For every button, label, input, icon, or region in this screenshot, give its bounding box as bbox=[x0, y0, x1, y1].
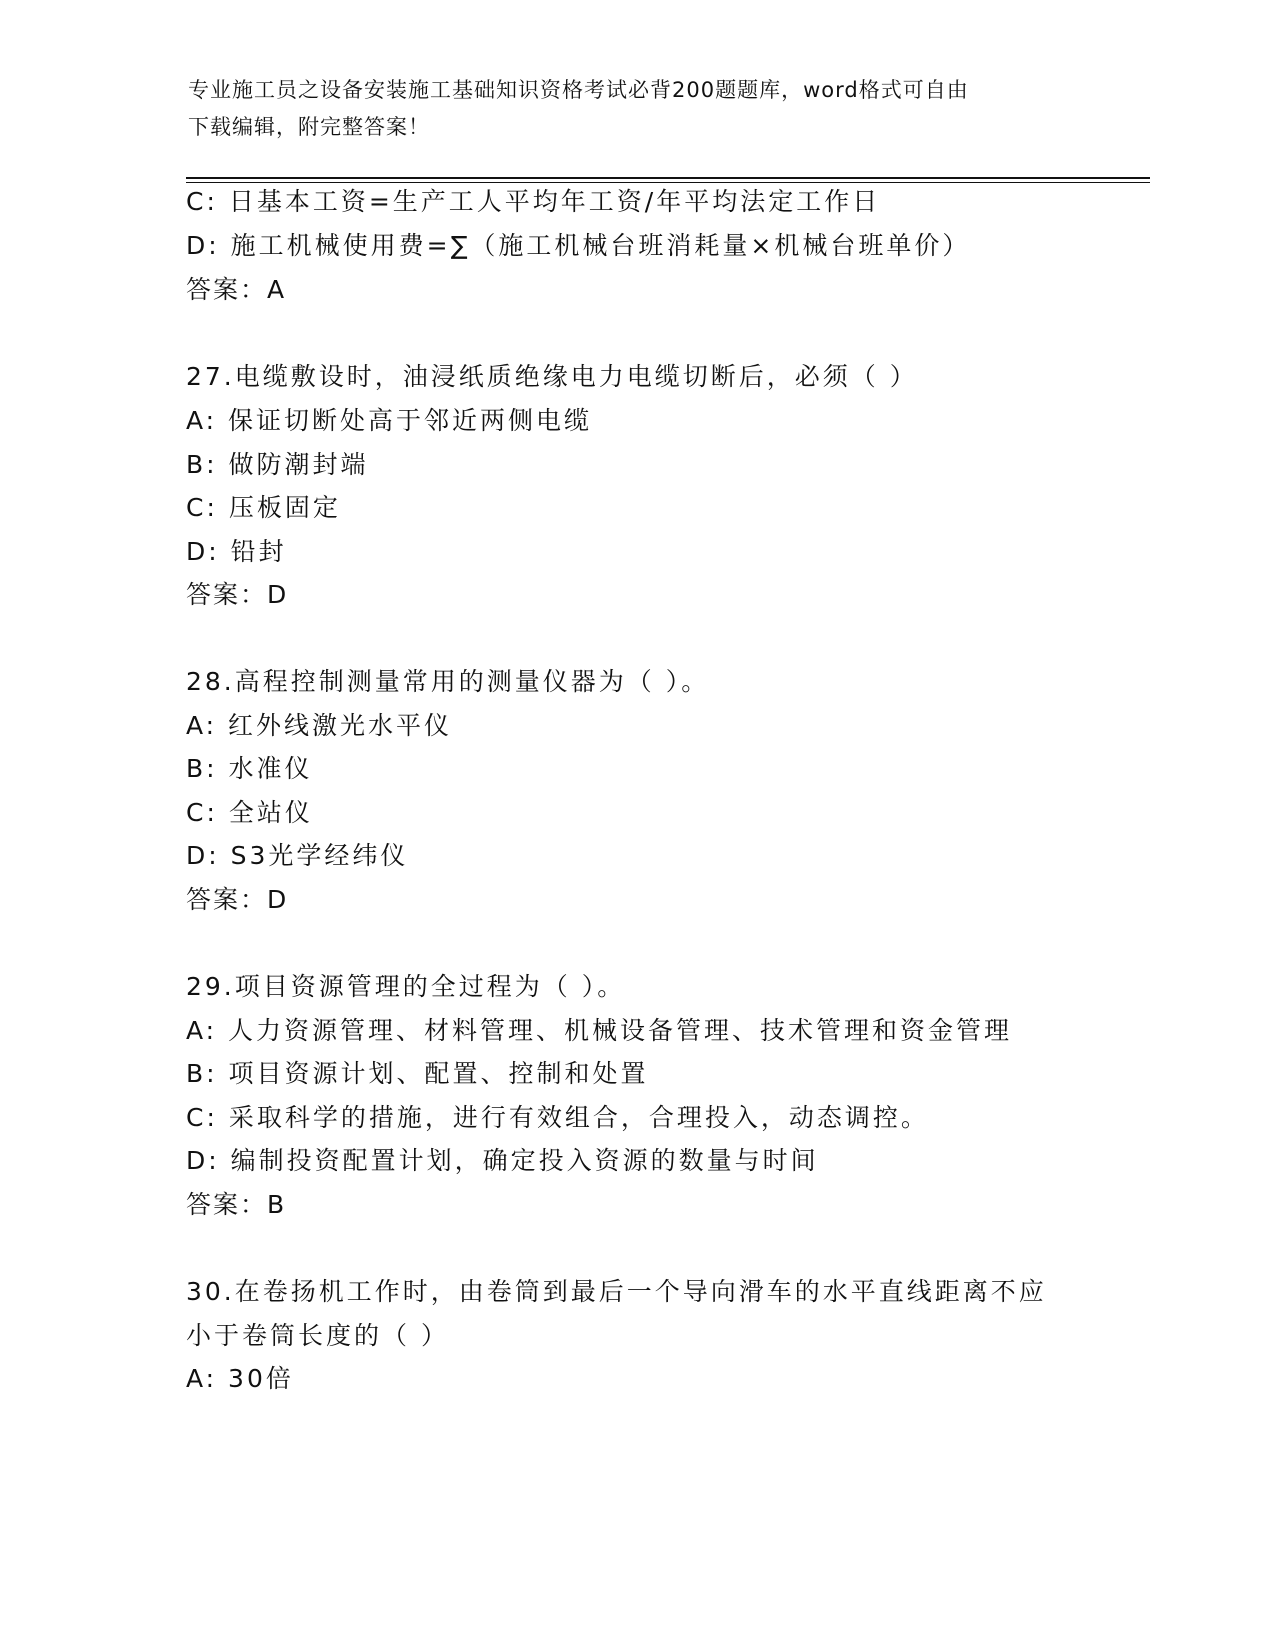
document-header bbox=[188, 72, 1088, 146]
q27-option-c: C: 压板固定 bbox=[186, 493, 341, 522]
q27-option-a: A: 保证切断处高于邻近两侧电缆 bbox=[186, 406, 593, 435]
q29-option-c: C: 采取科学的措施，进行有效组合，合理投入，动态调控。 bbox=[186, 1103, 929, 1132]
q28-option-c: C: 全站仪 bbox=[186, 798, 313, 827]
header-line-1: 专业施工员之设备安装施工基础知识资格考试必背200题题库，word格式可自由 bbox=[188, 78, 969, 102]
q28-question: 28.高程控制测量常用的测量仪器为（ ）。 bbox=[186, 667, 710, 696]
q30-question-line-1: 30.在卷扬机工作时，由卷筒到最后一个导向滑车的水平直线距离不应 bbox=[186, 1277, 1047, 1306]
q28-option-d: D: S3光学经纬仪 bbox=[186, 841, 409, 870]
q27-answer: 答案：D bbox=[186, 580, 289, 609]
q28-option-a: A: 红外线激光水平仪 bbox=[186, 711, 453, 740]
q28-option-b: B: 水准仪 bbox=[186, 754, 313, 783]
q29-question: 29.项目资源管理的全过程为（ ）。 bbox=[186, 972, 626, 1001]
q30-question-line-2: 小于卷筒长度的（ ） bbox=[186, 1321, 449, 1350]
q26-option-d: D: 施工机械使用费=∑（施工机械台班消耗量×机械台班单价） bbox=[186, 231, 971, 260]
q26-option-c: C: 日基本工资=生产工人平均年工资/年平均法定工作日 bbox=[186, 187, 881, 216]
header-line-2: 下载编辑，附完整答案！ bbox=[188, 115, 430, 139]
q29-option-b: B: 项目资源计划、配置、控制和处置 bbox=[186, 1059, 649, 1088]
q26-answer: 答案：A bbox=[186, 275, 287, 304]
q29-option-d: D: 编制投资配置计划，确定投入资源的数量与时间 bbox=[186, 1146, 819, 1175]
q27-option-b: B: 做防潮封端 bbox=[186, 450, 369, 479]
q27-question: 27.电缆敷设时，油浸纸质绝缘电力电缆切断后，必须（ ） bbox=[186, 362, 918, 391]
q29-answer: 答案：B bbox=[186, 1190, 287, 1219]
header-divider-thick bbox=[186, 177, 1150, 179]
q30-option-a: A: 30倍 bbox=[186, 1364, 294, 1393]
q29-option-a: A: 人力资源管理、材料管理、机械设备管理、技术管理和资金管理 bbox=[186, 1016, 1013, 1045]
header-divider-thin bbox=[186, 182, 1150, 183]
q28-answer: 答案：D bbox=[186, 885, 289, 914]
q27-option-d: D: 铅封 bbox=[186, 537, 287, 566]
